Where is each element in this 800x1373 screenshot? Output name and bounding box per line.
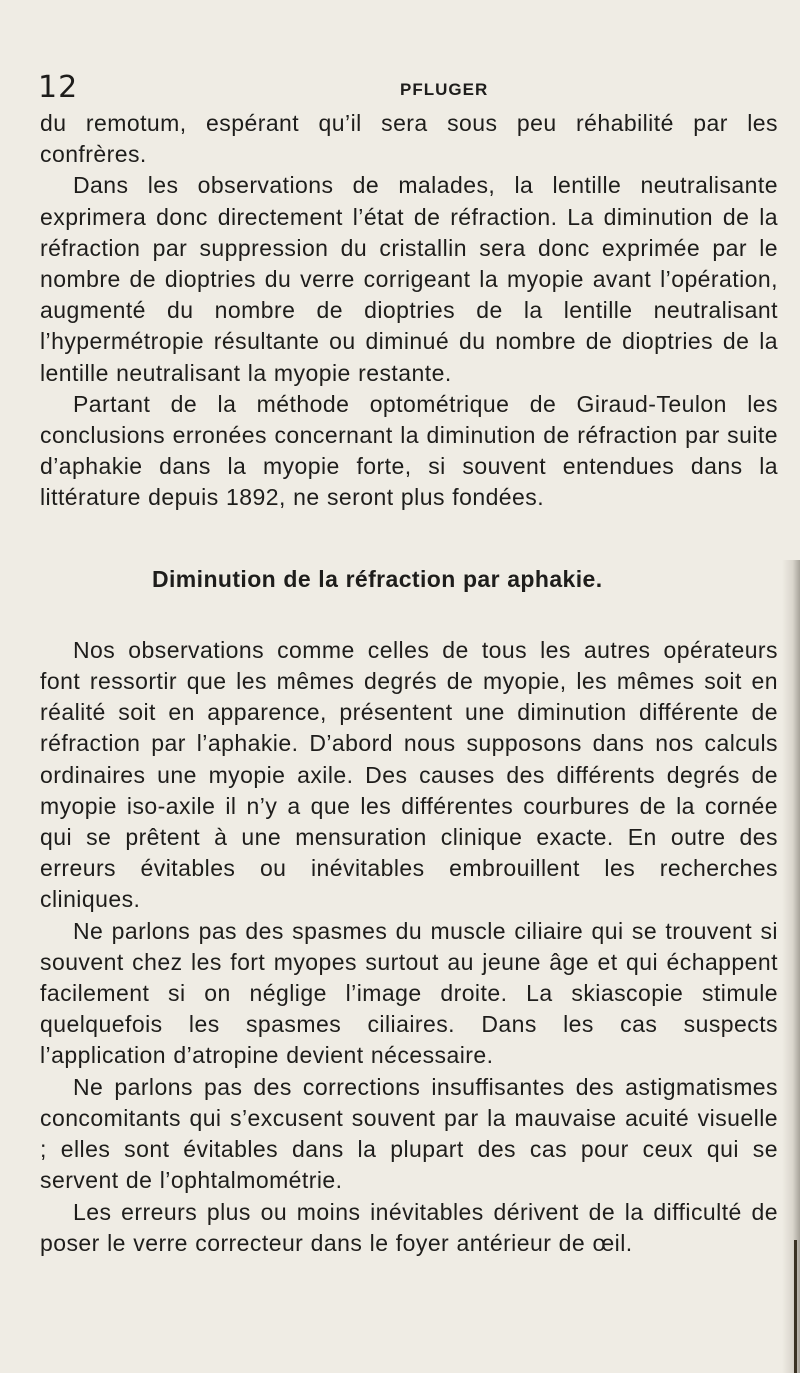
page-edge-shadow — [782, 560, 800, 1373]
paragraph: Nos observations comme celles de tous les autres opérateurs font ressortir que les mêmes degrés de myopie, les mêmes soit en réalité soit en apparence, présentent une diminution différente de réfraction par l’aphakie. D’abord nous supposons dans nos calculs ordinaires une myopie axile. Des causes des différents degrés de myopie iso-axile il n’y a que les différentes courbures de la cornée qui se prêtent à une mensuration clinique exacte. En outre des erreurs évitables ou inévitables embrouillent les recherches cliniques. — [40, 636, 778, 913]
body-text — [40, 108, 778, 1259]
paragraph: Ne parlons pas des spasmes du muscle ciliaire qui se trouvent si souvent chez les fort myopes surtout au jeune âge et qui échappent facilement si on néglige l’image droite. La skiascopie stimule quelquefois les spasmes ciliaires. Dans les cas suspects l’application d’atropine devient nécessaire. — [40, 917, 778, 1069]
page-header — [38, 60, 758, 105]
running-head: PFLUGER — [400, 80, 489, 99]
section-heading: Diminution de la réfraction par aphakie. — [152, 565, 603, 592]
paragraph: Ne parlons pas des corrections insuffisantes des astigmatismes concomitants qui s’excusent souvent par la mauvaise acuité visuelle ; elles sont évitables dans la plupart des cas pour ceux qui se servent de l’ophtalmométrie. — [40, 1073, 778, 1194]
paragraph: Les erreurs plus ou moins inévitables dérivent de la difficulté de poser le verre correcteur dans le foyer antérieur de œil. — [40, 1198, 778, 1256]
paragraph: Dans les observations de malades, la lentille neutralisante exprimera donc directement l’état de réfraction. La diminution de la réfraction par suppression du cristallin sera donc exprimée par le nombre de dioptries du verre corrigeant la myopie avant l’opération, augmenté du nombre de dioptries de la lentille neutralisant l’hypermétropie résultante ou diminué du nombre de dioptries de la lentille neutralisant la myopie restante. — [40, 172, 778, 386]
page-number: 12 — [38, 70, 79, 105]
page-edge-line — [794, 1240, 797, 1373]
paragraph: du remotum, espérant qu’il sera sous peu réhabilité par les confrères. — [40, 110, 778, 168]
paragraph: Partant de la méthode optométrique de Giraud-Teulon les conclusions erronées concernant la diminution de réfraction par suite d’aphakie dans la myopie forte, si souvent entendues dans la littérature depuis 1892, ne seront plus fondées. — [40, 390, 778, 511]
